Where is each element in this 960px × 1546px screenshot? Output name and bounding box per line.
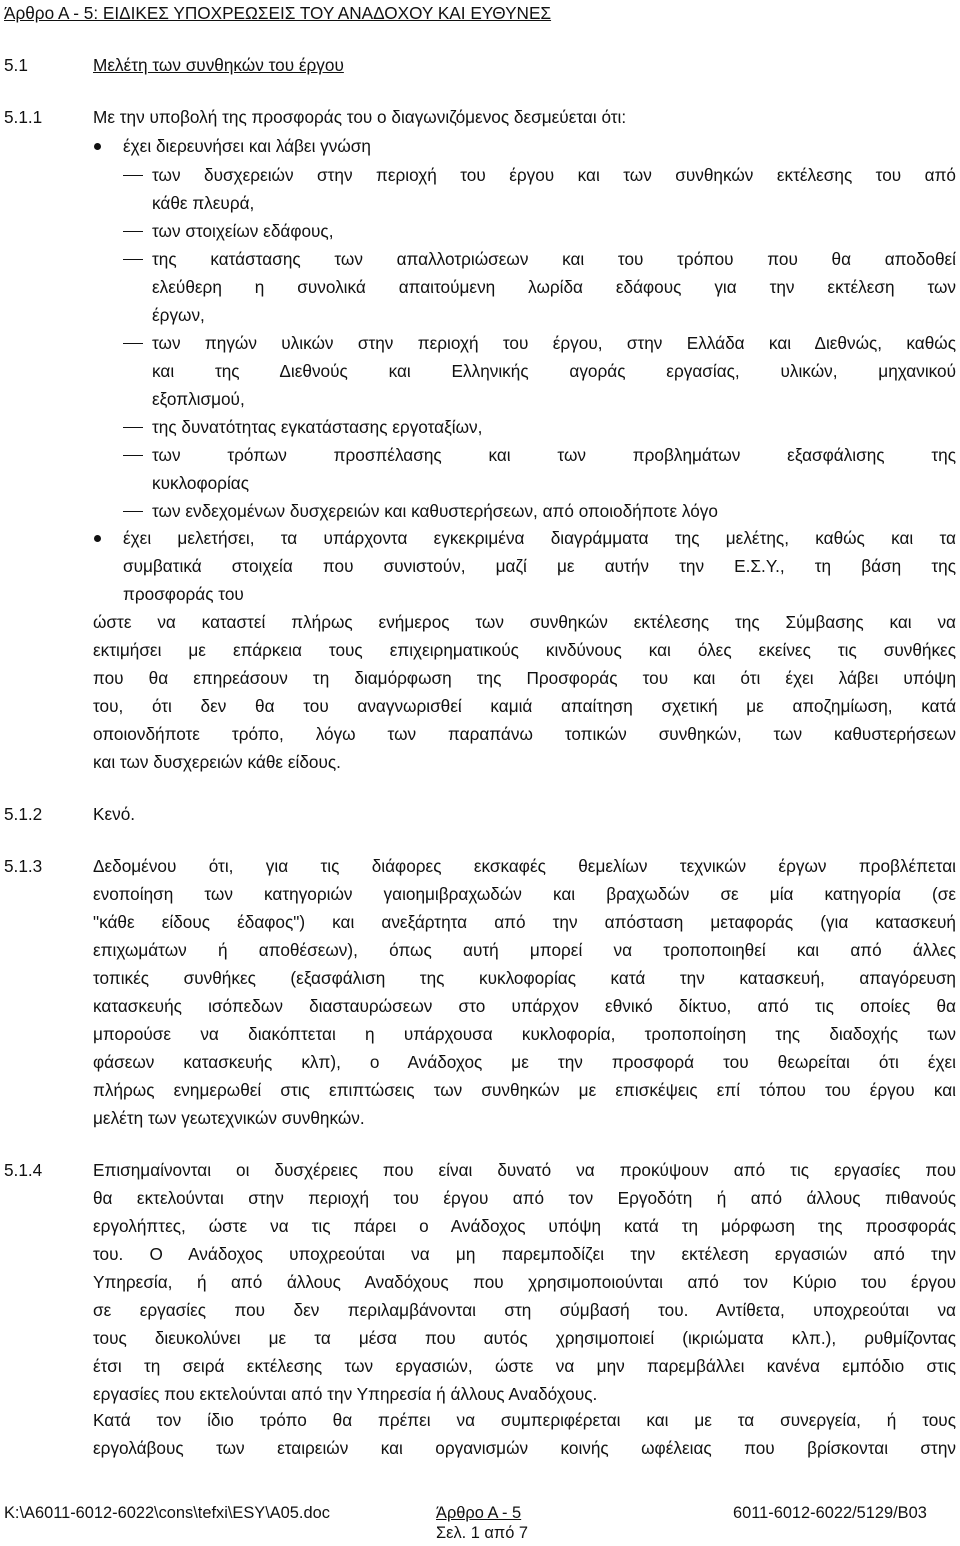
- section-5-1-2-text: Κενό.: [93, 804, 136, 824]
- dash-item-line: κυκλοφορίας: [152, 473, 249, 493]
- section-5-1-3-line: μπορούσε να διακόπτεται η υπάρχουσα κυκλοφορία, τροποποίηση της διαδοχής των: [93, 1024, 956, 1044]
- section-5-1-3-line: κατασκευής ισόπεδων διασταυρώσεων στο υπάρχον εθνικό δίκτυο, από τις οποίες θα: [93, 996, 956, 1016]
- section-5-1-3-line: φάσεων κατασκευής κλπ), ο Ανάδοχος με την προσφορά του θεωρείται ότι έχει: [93, 1052, 956, 1072]
- bullet-2-line: προσφοράς του: [123, 584, 244, 604]
- section-5-1-4-line: Επισημαίνονται οι δυσχέρειες που είναι δυνατό να προκύψουν από τις εργασίες που: [93, 1160, 956, 1180]
- section-5-1-4-line: εργολήπτες, ώστε να τις πάρει ο Ανάδοχος υπόψη κατά τη μόρφωση της προσφοράς: [93, 1216, 956, 1236]
- section-5-1-4-number: 5.1.4: [4, 1160, 43, 1180]
- section-5-1-4-line: σε εργασίες που δεν περιλαμβάνονται στη σύμβασή του. Αντίθετα, υποχρεούται να: [93, 1300, 956, 1320]
- section-5-1-4-line: εργασίες που εκτελούνται από την Υπηρεσία ή άλλους Αναδόχους.: [93, 1384, 598, 1404]
- dash-icon: [123, 511, 143, 512]
- section-5-1-4-line: θα εκτελούνται στην περιοχή του έργου από τον Εργοδότη ή από άλλους πιθανούς: [93, 1188, 956, 1208]
- footer-file-path: K:\A6011-6012-6022\cons\tefxi\ESY\A05.doc: [4, 1504, 330, 1522]
- dash-item-line: και της Διεθνούς και Ελληνικής αγοράς εργασίας, υλικών, μηχανικού: [152, 361, 956, 381]
- bullet-2-line: συμβατικά στοιχεία που συνιστούν, μαζί με αυτήν την Ε.Σ.Υ., τη βάση της: [123, 556, 956, 576]
- footer-article: Άρθρο Α - 5: [436, 1504, 522, 1522]
- section-5-1-3-line: πλήρως ενημερωθεί στις επιπτώσεις των συνθηκών με επισκέψεις επί τόπου του έργου και: [93, 1080, 956, 1100]
- closing-paragraph-line: εκτιμήσει με επάρκεια τους επιχειρηματικούς κινδύνους και όλες εκείνες τις συνθήκες: [93, 640, 956, 660]
- dash-icon: [123, 343, 143, 344]
- section-5-1-1-number: 5.1.1: [4, 107, 43, 127]
- section-5-1-3-line: "κάθε είδους έδαφος") και ανεξάρτητα από την απόσταση μεταφοράς (για κατασκευή: [93, 912, 956, 932]
- section-5-1-4-paragraph-2-line: Κατά τον ίδιο τρόπο θα πρέπει να συμπεριφέρεται και με τα συνεργεία, ή τους: [93, 1410, 956, 1430]
- section-5-1-1-intro: Με την υποβολή της προσφοράς του ο διαγωνιζόμενος δεσμεύεται ότι:: [93, 107, 627, 127]
- closing-paragraph-line: που θα επηρεάσουν τη διαμόρφωση της Προσφοράς του και ότι έχει λάβει υπόψη: [93, 668, 956, 688]
- dash-item-line: των τρόπων προσπέλασης και των προβλημάτων εξασφάλισης της: [152, 445, 956, 465]
- bullet-2-line: έχει μελετήσει, τα υπάρχοντα εγκεκριμένα διαγράμματα της μελέτης, καθώς και τα: [123, 528, 956, 548]
- footer-document-code: 6011-6012-6022/5129/B03: [733, 1504, 927, 1522]
- section-5-1-number: 5.1: [4, 55, 28, 75]
- dash-item-line: της κατάστασης των απαλλοτριώσεων και του τρόπου που θα αποδοθεί: [152, 249, 956, 269]
- section-5-1-4-paragraph-2-line: εργολάβους των εταιρειών και οργανισμών κοινής ωφέλειας που βρίσκονται στην: [93, 1438, 956, 1458]
- section-5-1-3-line: μελέτη των γεωτεχνικών συνθηκών.: [93, 1108, 365, 1128]
- dash-icon: [123, 175, 143, 176]
- section-5-1-4-line: έτσι τη σειρά εκτέλεσης των εργασιών, ώστε να μην παρεμβάλλει κανένα εμπόδιο στις: [93, 1356, 956, 1376]
- section-5-1-3-line: ενοποίηση των κατηγοριών γαιοημιβραχωδών και βραχωδών σε μία κατηγορία (σε: [93, 884, 956, 904]
- dash-item-line: των δυσχερειών στην περιοχή του έργου και των συνθηκών εκτέλεσης του από: [152, 165, 956, 185]
- dash-item-line: έργων,: [152, 305, 205, 325]
- dash-item-line: της δυνατότητας εγκατάστασης εργοταξίων,: [152, 417, 483, 437]
- section-5-1-4-line: Υπηρεσία, ή από άλλους Αναδόχους που χρησιμοποιούνται από τον Κύριο του έργου: [93, 1272, 956, 1292]
- closing-paragraph-line: οποιονδήποτε τρόπο, λόγω των παραπάνω τοπικών συνθηκών, των καθυστερήσεων: [93, 724, 956, 744]
- dash-item-line: των πηγών υλικών στην περιοχή του έργου, στην Ελλάδα και Διεθνώς, καθώς: [152, 333, 956, 353]
- footer-page-number: Σελ. 1 από 7: [436, 1524, 528, 1542]
- section-5-1-3-number: 5.1.3: [4, 856, 43, 876]
- closing-paragraph-line: και των δυσχερειών κάθε είδους.: [93, 752, 341, 772]
- section-5-1-3-line: επιχωμάτων ή αποθέσεων), όπως αυτή μπορεί να τροποποιηθεί και από άλλες: [93, 940, 956, 960]
- dash-icon: [123, 259, 143, 260]
- dash-item-line: κάθε πλευρά,: [152, 193, 255, 213]
- bullet-icon: [94, 535, 101, 542]
- section-5-1-3-line: τοπικές συνθήκες (εξασφάλιση της κυκλοφορίας κατά την κατασκευή, απαγόρευση: [93, 968, 956, 988]
- dash-icon: [123, 231, 143, 232]
- section-5-1-title: Μελέτη των συνθηκών του έργου: [93, 55, 344, 75]
- closing-paragraph-line: ώστε να καταστεί πλήρως ενήμερος των συνθηκών εκτέλεσης της Σύμβασης και να: [93, 612, 956, 632]
- dash-item-line: εξοπλισμού,: [152, 389, 245, 409]
- closing-paragraph-line: του, ότι δεν θα του αναγνωρισθεί καμιά απαίτηση σχετική με αποζημίωση, κατά: [93, 696, 956, 716]
- dash-item-line: ελεύθερη η συνολικά απαιτούμενη λωρίδα εδάφους για την εκτέλεση των: [152, 277, 956, 297]
- dash-item-line: των ενδεχομένων δυσχερειών και καθυστερήσεων, από οποιοδήποτε λόγο: [152, 501, 718, 521]
- bullet-1-text: έχει διερευνήσει και λάβει γνώση: [123, 136, 371, 156]
- section-5-1-4-line: του. Ο Ανάδοχος υποχρεούται να μη παρεμποδίζει την εκτέλεση εργασιών από την: [93, 1244, 956, 1264]
- section-5-1-4-line: τους διευκολύνει με τα μέσα που αυτός χρησιμοποιεί (ικριώματα κλπ.), ρυθμίζοντας: [93, 1328, 956, 1348]
- dash-item-line: των στοιχείων εδάφους,: [152, 221, 334, 241]
- bullet-icon: [94, 143, 101, 150]
- section-5-1-2-number: 5.1.2: [4, 804, 43, 824]
- section-5-1-3-line: Δεδομένου ότι, για τις διάφορες εκσκαφές θεμελίων τεχνικών έργων προβλέπεται: [93, 856, 956, 876]
- dash-icon: [123, 427, 143, 428]
- dash-icon: [123, 455, 143, 456]
- article-title: Άρθρο Α - 5: ΕΙΔΙΚΕΣ ΥΠΟΧΡΕΩΣΕΙΣ ΤΟΥ ΑΝΑΔΟΧΟΥ ΚΑΙ ΕΥΘΥΝΕΣ: [4, 3, 552, 23]
